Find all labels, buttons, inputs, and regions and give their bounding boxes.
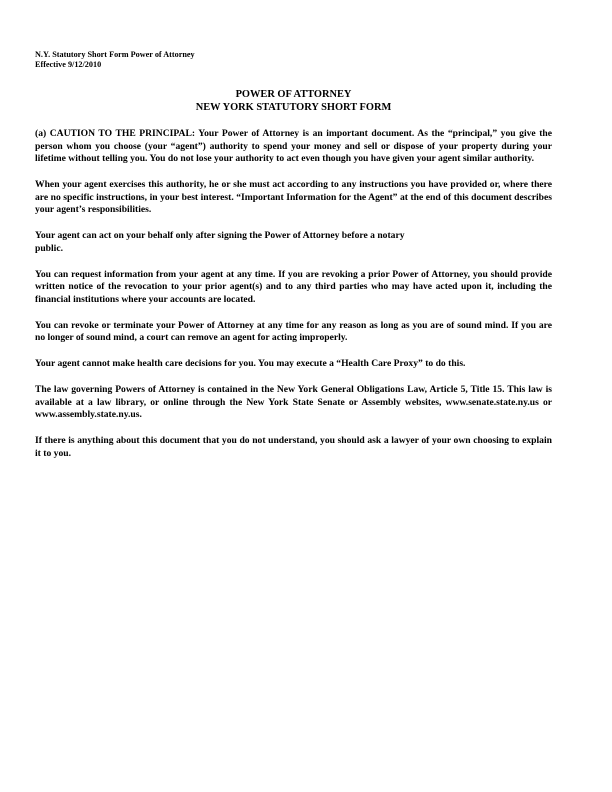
governing-law-paragraph: The law governing Powers of Attorney is contained in the New York General Obligations Law, Article 5, Title 15. This law is available at a law library, or online through the New York State Senate or Assembly websites, www.senate.state.ny.us or www.assembly.state.ny.us. <box>35 384 552 420</box>
form-name-line: N.Y. Statutory Short Form Power of Attorney <box>35 50 195 59</box>
lawyer-advice-paragraph: If there is anything about this document that you do not understand, you should ask a lawyer of your own choosing to explain it to you. <box>35 435 552 459</box>
notary-paragraph-line-1: Your agent can act on your behalf only after signing the Power of Attorney before a notary <box>35 230 405 241</box>
health-care-paragraph: Your agent cannot make health care decisions for you. You may execute a “Health Care Proxy” to do this. <box>35 358 466 369</box>
title-line-1: POWER OF ATTORNEY <box>235 89 352 100</box>
notary-paragraph <box>35 230 552 255</box>
agent-instructions-paragraph: When your agent exercises this authority, he or she must act according to any instructions you have provided or, where there are no specific instructions, in your best interest. “Important Information for the Agent” at the end of this document describes your agent’s responsibilities. <box>35 179 552 215</box>
revoke-terminate-paragraph: You can revoke or terminate your Power of Attorney at any time for any reason as long as you are of sound mind. If you are no longer of sound mind, a court can remove an agent for acting improperly. <box>35 319 552 343</box>
title-line-2: NEW YORK STATUTORY SHORT FORM <box>195 101 392 113</box>
caution-paragraph: (a) CAUTION TO THE PRINCIPAL: Your Power of Attorney is an important document. As the “principal,” you give the person whom you choose (your “agent”) authority to spend your money and sell or dispose of your property during your lifetime without telling you. You do not lose your authority to act even though you have given your agent similar authority. <box>35 128 552 164</box>
document-title <box>35 89 552 114</box>
form-header <box>35 50 552 70</box>
notary-paragraph-line-2: public. <box>35 242 63 254</box>
revocation-notice-paragraph: You can request information from your agent at any time. If you are revoking a prior Power of Attorney, you should provide written notice of the revocation to your prior agent(s) and to any third parties who may have acted upon it, including the financial institutions where your accounts are located. <box>35 268 552 305</box>
document-body <box>35 128 552 460</box>
effective-date-line: Effective 9/12/2010 <box>35 60 102 69</box>
